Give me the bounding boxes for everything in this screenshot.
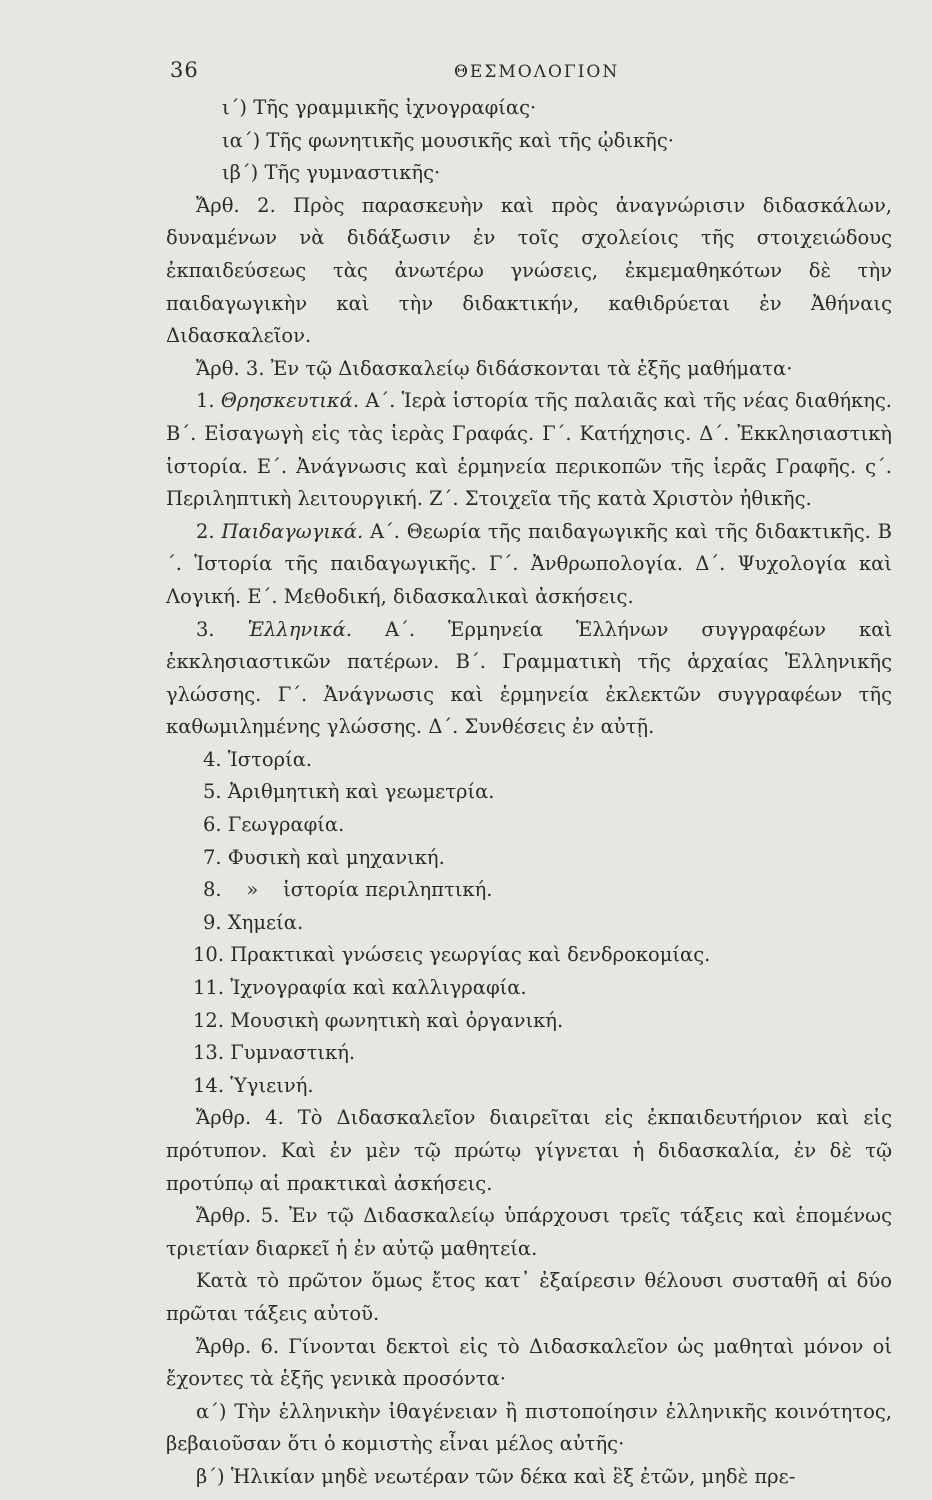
article-2: Ἄρθ. 2. Πρὸς παρασκευὴν καὶ πρὸς ἀναγνώρισιν διδασκάλων, δυναμένων νὰ διδάξωσιν ἐν τοῖς σχολείοις τῆς στοιχειώδους ἐκπαιδεύσεως τὰς ἀνωτέρω γνώσεις, ἐκμεμαθηκότων δὲ τὴν παιδαγωγικὴν καὶ τὴν διδακτικήν, καθιδρύεται ἐν Ἀθήναις Διδασκαλεῖον. xyxy=(166,193,892,348)
page-header xyxy=(170,58,890,88)
list-item: 5. Ἀριθμητικὴ καὶ γεωμετρία. xyxy=(203,780,495,804)
list-item: 8. » ἱστορία περιληπτική. xyxy=(203,878,493,902)
subject-text: Α´. Ἱερὰ ἱστορία τῆς παλαιᾶς καὶ τῆς νέας διαθήκης. Β´. Εἰσαγωγὴ εἰς τὰς ἱερὰς Γραφάς. Γ´. Κατήχησις. Δ´. Ἐκκλησιαστικὴ ἱστορία. Ε´. Ἀνάγνωσις καὶ ἑρμηνεία περικοπῶν τῆς ἱερᾶς Γραφῆς. ς´. Περιληπτικὴ λειτουργική. Ζ´. Στοιχεῖα τῆς κατὰ Χριστὸν ἠθικῆς. xyxy=(166,389,893,511)
list-item: 4. Ἱστορία. xyxy=(203,747,313,771)
item-iota-beta: ιβ´) Τῆς γυμναστικῆς· xyxy=(222,161,441,185)
list-item: 14. Ὑγιεινή. xyxy=(193,1073,314,1097)
subject-text: Α´. Ἑρμηνεία Ἑλλήνων συγγραφέων καὶ ἐκκλησιαστικῶν πατέρων. Β´. Γραμματικὴ τῆς ἀρχαίας Ἑλληνικῆς γλώσσης. Γ´. Ἀνάγνωσις καὶ ἑρμηνεία ἐκλεκτῶν συγγραφέων τῆς καθωμιλημένης γλώσσης. Δ´. Συνθέσεις ἐν αὐτῇ. xyxy=(166,617,893,739)
subject-pedagogy xyxy=(166,516,892,614)
list-item: 10. Πρακτικαὶ γνώσεις γεωργίας καὶ δενδροκομίας. xyxy=(193,943,711,967)
page-body xyxy=(166,92,892,1494)
subject-number: 3. xyxy=(196,617,215,641)
subject-number: 1. xyxy=(196,389,215,413)
subject-number: 2. xyxy=(196,519,215,543)
article-5: Ἄρθρ. 5. Ἐν τῷ Διδασκαλείῳ ὑπάρχουσι τρεῖς τάξεις καὶ ἑπομένως τριετίαν διαρκεῖ ἡ ἐν αὐτῷ μαθητεία. xyxy=(166,1204,892,1260)
item-iota: ι´) Τῆς γραμμικῆς ἰχνογραφίας· xyxy=(222,96,537,119)
article-6: Ἄρθρ. 6. Γίνονται δεκτοὶ εἰς τὸ Διδασκαλεῖον ὡς μαθηταὶ μόνον οἱ ἔχοντες τὰ ἑξῆς γενικὰ προσόντα· xyxy=(166,1334,892,1391)
article-4: Ἄρθρ. 4. Τὸ Διδασκαλεῖον διαιρεῖται εἰς ἐκπαιδευτήριον καὶ εἰς πρότυπον. Καὶ ἐν μὲν τῷ πρώτῳ γίγνεται ἡ διδασκαλία, ἐν δὲ τῷ προτύπῳ αἱ πρακτικαὶ ἀσκήσεις. xyxy=(166,1106,892,1195)
list-item: 11. Ἰχνογραφία καὶ καλλιγραφία. xyxy=(193,976,527,1000)
subject-text: Α´. Θεωρία τῆς παιδαγωγικῆς καὶ τῆς διδακτικῆς. Β´. Ἱστορία τῆς παιδαγωγικῆς. Γ´. Ἀνθρωπολογία. Δ´. Ψυχολογία καὶ Λογική. Ε´. Μεθοδική, διδασκαλικαὶ ἀσκήσεις. xyxy=(166,519,892,608)
running-title: ΘΕΣΜΟΛΟΓΙΟΝ xyxy=(454,62,620,82)
item-iota-alpha: ια´) Τῆς φωνητικῆς μουσικῆς καὶ τῆς ᾠδικῆς· xyxy=(222,128,674,152)
list-item: 9. Χημεία. xyxy=(203,910,304,934)
article-5-continuation: Κατὰ τὸ πρῶτον ὅμως ἔτος κατ᾽ ἐξαίρεσιν θέλουσι συσταθῆ αἱ δύο πρῶται τάξεις αὐτοῦ. xyxy=(166,1269,892,1325)
condition-b: β´) Ἡλικίαν μηδὲ νεωτέραν τῶν δέκα καὶ ἓξ ἐτῶν, μηδὲ πρε- xyxy=(196,1464,796,1488)
subject-religious xyxy=(166,385,892,515)
condition-a: α´) Τὴν ἑλληνικὴν ἰθαγένειαν ἢ πιστοποίησιν ἑλληνικῆς κοινότητος, βεβαιοῦσαν ὅτι ὁ κομιστὴς εἶναι μέλος αὐτῆς· xyxy=(166,1399,892,1456)
list-item: 6. Γεωγραφία. xyxy=(203,813,345,837)
subject-title: Ἑλληνικά. xyxy=(247,617,353,641)
subject-greek xyxy=(166,614,892,744)
list-item: 7. Φυσικὴ καὶ μηχανική. xyxy=(203,845,445,869)
article-3: Ἄρθ. 3. Ἐν τῷ Διδασκαλείῳ διδάσκονται τὰ ἑξῆς μαθήματα· xyxy=(196,356,793,380)
list-item: 12. Μουσικὴ φωνητικὴ καὶ ὀργανική. xyxy=(193,1008,564,1032)
subject-title: Θρησκευτικά. xyxy=(220,389,360,413)
subjects-list xyxy=(166,744,892,1103)
subject-title: Παιδαγωγικά. xyxy=(221,519,364,543)
list-item: 13. Γυμναστική. xyxy=(193,1041,356,1065)
page-number: 36 xyxy=(170,58,199,82)
